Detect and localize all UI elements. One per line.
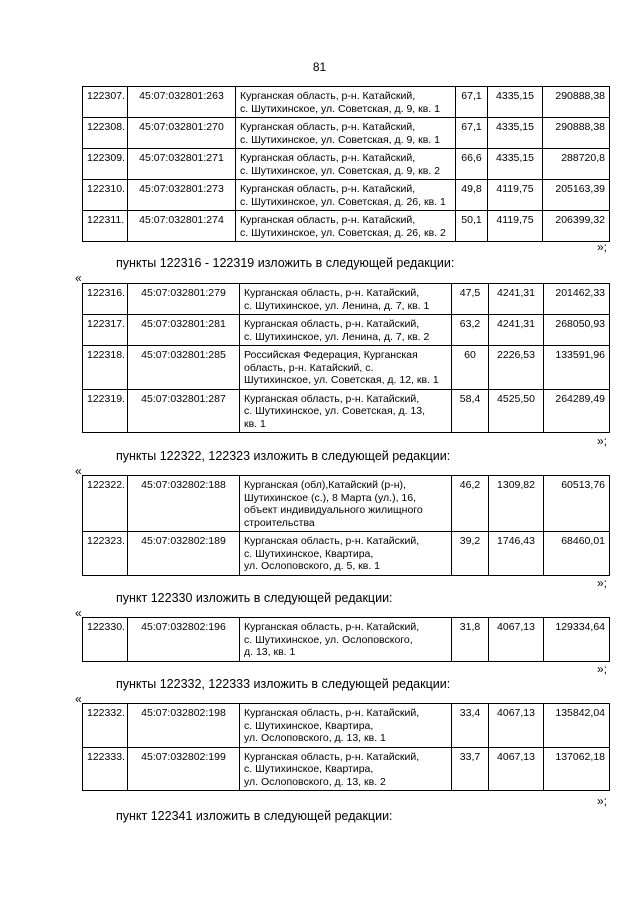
opening-quote-marker: « [75,606,82,620]
opening-quote-marker: « [75,464,82,478]
cadastral-number: 45:07:032801:285 [128,346,240,390]
closing-quote-marker: »; [596,240,607,254]
closing-quote-marker: »; [596,662,607,676]
specific-value: 4241,31 [489,284,544,315]
area: 67,1 [456,87,488,118]
item-number: 122332. [83,704,128,748]
table-row [83,284,610,315]
item-number: 122323. [83,532,128,576]
address: Курганская область, р-н. Катайский, с. Шутихинское, ул. Ослоповского, д. 13, кв. 1 [240,618,452,662]
specific-value: 1746,43 [489,532,544,576]
address: Российская Федерация, Курганская область, р-н. Катайский, с. Шутихинское, ул. Советская, д. 12, кв. 1 [240,346,452,390]
cadastral-number: 45:07:032801:287 [128,389,240,433]
amendment-caption: пункты 122322, 122323 изложить в следующей редакции: [116,449,451,463]
table-row [83,118,610,149]
area: 67,1 [456,118,488,149]
area: 47,5 [452,284,489,315]
table-row [83,180,610,211]
table-row [83,211,610,242]
item-number: 122333. [83,747,128,791]
area: 31,8 [452,618,489,662]
item-number: 122309. [83,149,128,180]
address: Курганская (обл),Катайский (р-н), Шутихинское (с.), 8 Марта (ул.), 16, объект индивидуального жилищного строительства [240,476,452,532]
area: 63,2 [452,315,489,346]
cadastral-number: 45:07:032802:189 [128,532,240,576]
area: 39,2 [452,532,489,576]
item-number: 122310. [83,180,128,211]
register-table-1 [82,86,610,242]
cadastral-value: 129334,64 [544,618,610,662]
cadastral-value: 268050,93 [544,315,610,346]
specific-value: 4335,15 [488,118,543,149]
cadastral-value: 137062,18 [544,747,610,791]
item-number: 122316. [83,284,128,315]
item-number: 122317. [83,315,128,346]
address: Курганская область, р-н. Катайский, с. Шутихинское, ул. Советская, д. 26, кв. 1 [236,180,456,211]
cadastral-value: 135842,04 [544,704,610,748]
opening-quote-marker: « [75,271,82,285]
item-number: 122319. [83,389,128,433]
address: Курганская область, р-н. Катайский, с. Шутихинское, ул. Советская, д. 9, кв. 1 [236,87,456,118]
specific-value: 4119,75 [488,180,543,211]
table-row [83,389,610,433]
cadastral-value: 288720,8 [543,149,610,180]
address: Курганская область, р-н. Катайский, с. Шутихинское, Квартира, ул. Ослоповского, д. 13, кв. 1 [240,704,452,748]
register-table-5 [82,703,610,791]
cadastral-value: 264289,49 [544,389,610,433]
cadastral-value: 205163,39 [543,180,610,211]
table-row [83,532,610,576]
table-row [83,747,610,791]
item-number: 122330. [83,618,128,662]
specific-value: 4525,50 [489,389,544,433]
specific-value: 4335,15 [488,87,543,118]
specific-value: 4335,15 [488,149,543,180]
cadastral-number: 45:07:032801:270 [128,118,236,149]
closing-quote-marker: »; [596,576,607,590]
address: Курганская область, р-н. Катайский, с. Шутихинское, ул. Советская, д. 13, кв. 1 [240,389,452,433]
cadastral-value: 206399,32 [543,211,610,242]
specific-value: 4067,13 [489,704,544,748]
address: Курганская область, р-н. Катайский, с. Шутихинское, ул. Советская, д. 9, кв. 2 [236,149,456,180]
register-table-3 [82,475,610,576]
address: Курганская область, р-н. Катайский, с. Шутихинское, ул. Ленина, д. 7, кв. 1 [240,284,452,315]
area: 66,6 [456,149,488,180]
amendment-caption: пункты 122316 - 122319 изложить в следующей редакции: [116,256,455,270]
amendment-caption: пункты 122332, 122333 изложить в следующей редакции: [116,677,451,691]
item-number: 122308. [83,118,128,149]
specific-value: 4119,75 [488,211,543,242]
specific-value: 1309,82 [489,476,544,532]
cadastral-number: 45:07:032801:274 [128,211,236,242]
area: 58,4 [452,389,489,433]
item-number: 122307. [83,87,128,118]
cadastral-number: 45:07:032802:199 [128,747,240,791]
item-number: 122322. [83,476,128,532]
address: Курганская область, р-н. Катайский, с. Шутихинское, ул. Ленина, д. 7, кв. 2 [240,315,452,346]
closing-quote-marker: »; [596,434,607,448]
cadastral-value: 68460,01 [544,532,610,576]
cadastral-number: 45:07:032802:198 [128,704,240,748]
table-row [83,704,610,748]
cadastral-value: 290888,38 [543,118,610,149]
cadastral-number: 45:07:032801:271 [128,149,236,180]
area: 50,1 [456,211,488,242]
cadastral-value: 133591,96 [544,346,610,390]
cadastral-value: 60513,76 [544,476,610,532]
closing-quote-marker: »; [596,794,607,808]
table-row [83,476,610,532]
cadastral-number: 45:07:032801:279 [128,284,240,315]
area: 60 [452,346,489,390]
address: Курганская область, р-н. Катайский, с. Шутихинское, ул. Советская, д. 9, кв. 1 [236,118,456,149]
area: 49,8 [456,180,488,211]
register-table-4 [82,617,610,662]
page-number: 81 [312,60,327,74]
table-row [83,315,610,346]
cadastral-number: 45:07:032802:196 [128,618,240,662]
cadastral-number: 45:07:032802:188 [128,476,240,532]
item-number: 122311. [83,211,128,242]
table-row [83,87,610,118]
register-table-2 [82,283,610,433]
area: 46,2 [452,476,489,532]
table-row [83,618,610,662]
item-number: 122318. [83,346,128,390]
specific-value: 2226,53 [489,346,544,390]
cadastral-number: 45:07:032801:281 [128,315,240,346]
specific-value: 4067,13 [489,618,544,662]
address: Курганская область, р-н. Катайский, с. Шутихинское, Квартира, ул. Ослоповского, д. 5, кв. 1 [240,532,452,576]
cadastral-number: 45:07:032801:263 [128,87,236,118]
area: 33,4 [452,704,489,748]
table-row [83,149,610,180]
address: Курганская область, р-н. Катайский, с. Шутихинское, Квартира, ул. Ослоповского, д. 13, кв. 2 [240,747,452,791]
cadastral-number: 45:07:032801:273 [128,180,236,211]
specific-value: 4067,13 [489,747,544,791]
area: 33,7 [452,747,489,791]
table-row [83,346,610,390]
cadastral-value: 201462,33 [544,284,610,315]
specific-value: 4241,31 [489,315,544,346]
address: Курганская область, р-н. Катайский, с. Шутихинское, ул. Советская, д. 26, кв. 2 [236,211,456,242]
amendment-caption: пункт 122330 изложить в следующей редакции: [116,591,393,605]
amendment-caption: пункт 122341 изложить в следующей редакции: [116,809,393,823]
opening-quote-marker: « [75,692,82,706]
cadastral-value: 290888,38 [543,87,610,118]
